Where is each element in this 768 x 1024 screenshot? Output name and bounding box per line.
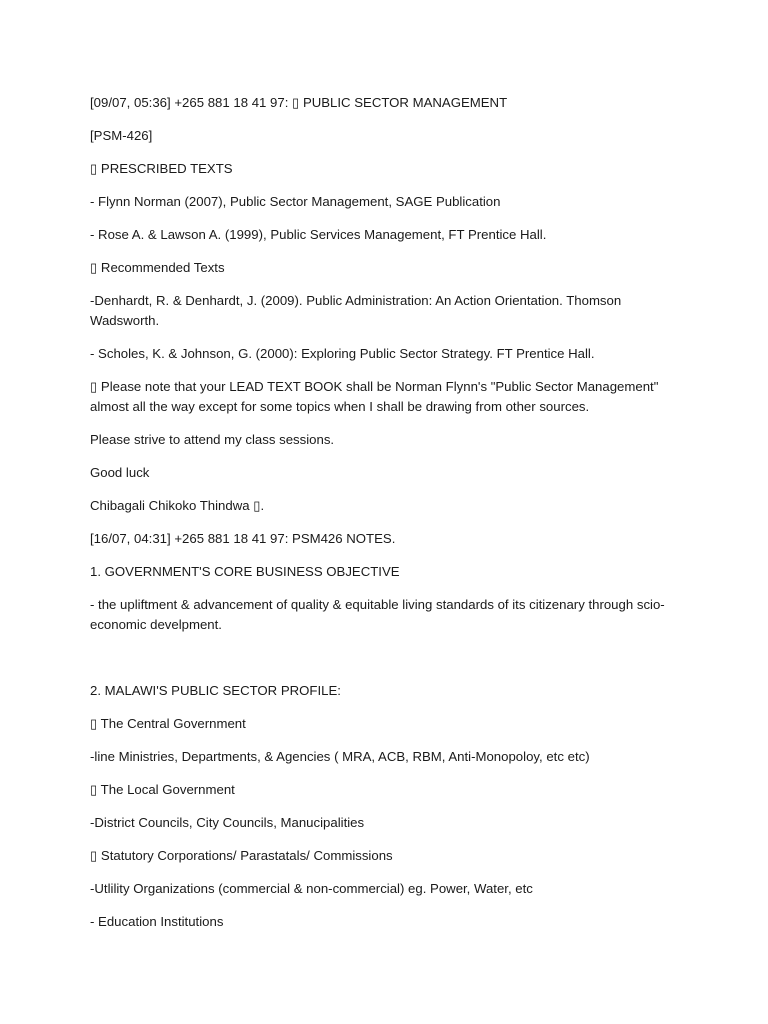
reference-paragraph: - Rose A. & Lawson A. (1999), Public Services Management, FT Prentice Hall. [90, 227, 547, 242]
reference-paragraph: - Flynn Norman (2007), Public Sector Management, SAGE Publication [90, 194, 501, 209]
prescribed-texts-heading: ▯ PRESCRIBED TEXTS [90, 161, 233, 176]
message-header-paragraph: [16/07, 04:31] +265 881 18 41 97: PSM426 NOTES. [90, 531, 396, 546]
section-heading: 2. MALAWI'S PUBLIC SECTOR PROFILE: [90, 683, 341, 698]
list-item: -District Councils, City Councils, Manucipalities [90, 815, 365, 830]
section-heading: 1. GOVERNMENT'S CORE BUSINESS OBJECTIVE [90, 564, 400, 579]
course-code-paragraph: [PSM-426] [90, 128, 153, 143]
recommended-texts-heading: ▯ Recommended Texts [90, 260, 225, 275]
message-header-paragraph: [09/07, 05:36] +265 881 18 41 97: ▯ PUBLIC SECTOR MANAGEMENT [90, 95, 508, 110]
list-heading: ▯ The Central Government [90, 716, 246, 731]
signature-paragraph: Chibagali Chikoko Thindwa ▯. [90, 498, 265, 513]
list-item: - Education Institutions [90, 914, 224, 929]
reference-paragraph: - Scholes, K. & Johnson, G. (2000): Exploring Public Sector Strategy. FT Prentice Hall. [90, 346, 595, 361]
list-item: -line Ministries, Departments, & Agencies ( MRA, ACB, RBM, Anti-Monopoloy, etc etc) [90, 749, 590, 764]
note-paragraph: ▯ Please note that your LEAD TEXT BOOK shall be Norman Flynn's "Public Sector Management" almost all the way except for some topics when I shall be drawing from other sources. [90, 379, 659, 414]
list-heading: ▯ Statutory Corporations/ Parastatals/ Commissions [90, 848, 393, 863]
reference-paragraph: -Denhardt, R. & Denhardt, J. (2009). Public Administration: An Action Orientation. Thomson Wadsworth. [90, 293, 622, 328]
body-paragraph: - the upliftment & advancement of quality & equitable living standards of its citizenary through scio-economic develpment. [90, 597, 665, 632]
document-body [90, 93, 680, 945]
list-heading: ▯ The Local Government [90, 782, 235, 797]
body-paragraph: Good luck [90, 465, 150, 480]
body-paragraph: Please strive to attend my class sessions. [90, 432, 335, 447]
list-item: -Utlility Organizations (commercial & non-commercial) eg. Power, Water, etc [90, 881, 533, 896]
